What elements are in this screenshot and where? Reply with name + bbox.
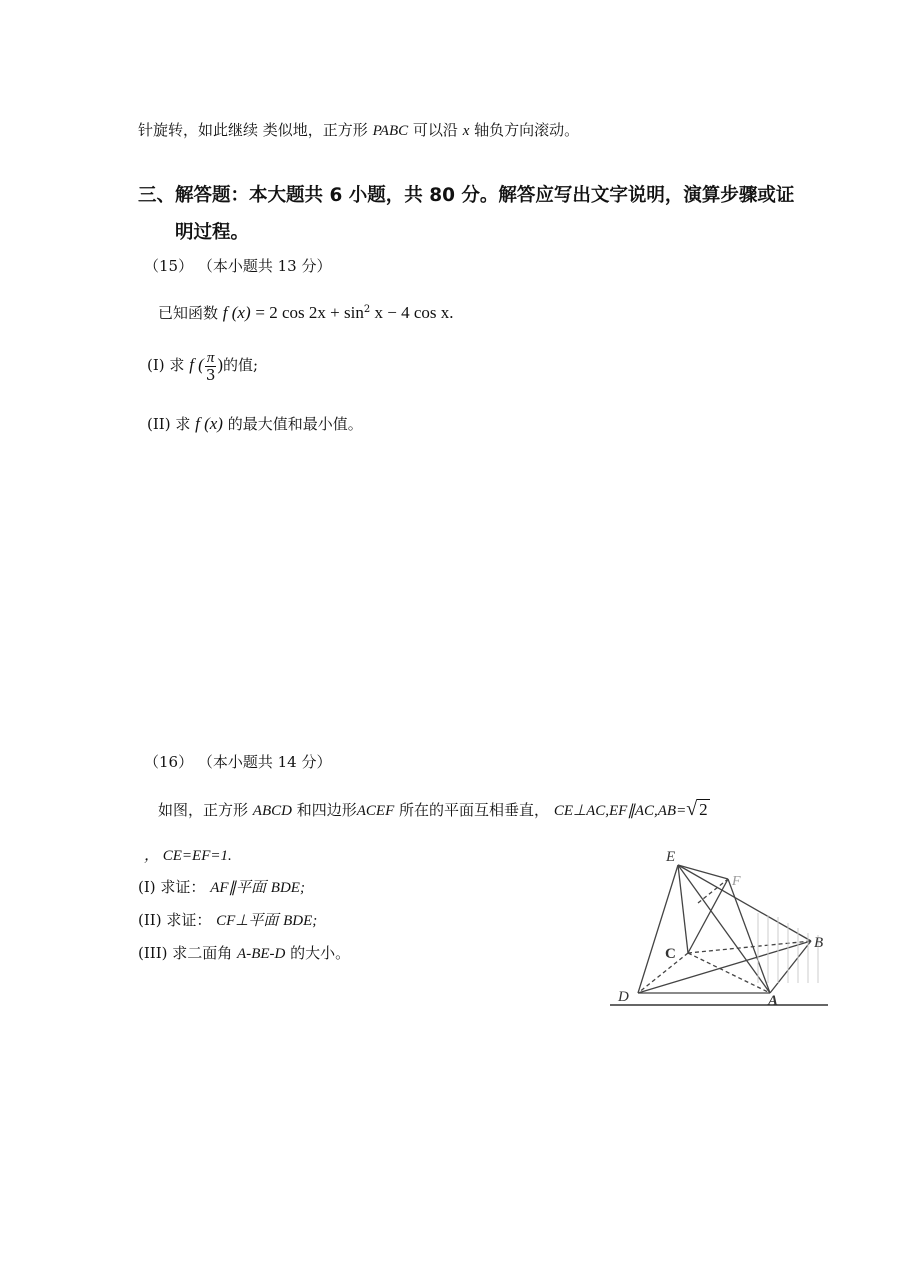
q16-intro-text: 和四边形	[296, 801, 357, 819]
q15-part1-label: (I) 求	[147, 356, 185, 374]
edge-FC	[688, 879, 728, 953]
q16-var-abcd: ABCD	[252, 803, 292, 819]
q16-part2-label: (II) 求证：	[138, 911, 212, 929]
q15-func-lhs: f (x)	[222, 303, 251, 322]
q15-part1	[147, 347, 258, 383]
q15-part2	[147, 414, 363, 434]
fraction-numerator: π	[206, 349, 215, 366]
q16-condition: CE⊥AC,EF∥AC,AB=	[553, 803, 687, 819]
edge-EA	[678, 865, 770, 993]
q15-part2-f: f (x)	[195, 414, 223, 433]
continuation-line	[138, 120, 579, 141]
label-F: F	[732, 874, 741, 889]
q15-part2-label: (II) 求	[147, 415, 191, 433]
section-heading-line2: 明过程。	[175, 222, 250, 243]
q16-intro	[158, 796, 710, 824]
continuation-text: 针旋转，如此继续 类似地，正方形	[138, 121, 368, 139]
q16-part1-label: (I) 求证：	[138, 878, 206, 896]
q15-part1-close: )	[217, 355, 224, 374]
q15-part1-tail: 的值;	[223, 356, 259, 374]
q16-intro-text: 所在的平面互相垂直，	[399, 801, 550, 819]
edge-EF	[678, 865, 728, 879]
geometry-figure	[608, 843, 830, 1011]
q15-part1-f: f (	[189, 355, 204, 374]
q15-func-rhs: = 2 cos 2x + sin	[255, 303, 364, 322]
sqrt-symbol: √ 2	[686, 798, 708, 820]
var-x: x	[462, 123, 470, 139]
edge-AB	[770, 941, 811, 993]
edge-EC	[678, 865, 688, 953]
q16-part2-plane: BDE;	[283, 913, 318, 929]
continuation-text: 可以沿	[412, 121, 458, 139]
label-A: A	[768, 993, 779, 1009]
q15-function	[158, 300, 453, 323]
fraction-denominator: 3	[205, 365, 216, 384]
q15-part2-tail: 的最大值和最小值。	[227, 415, 363, 433]
q16-condition2: ， CE=EF=1.	[144, 848, 232, 864]
q15-func-sup: 2	[363, 304, 371, 315]
sqrt-radicand: 2	[699, 800, 708, 819]
q16-part1	[138, 877, 305, 898]
q16-part3-label: (III) 求二面角	[138, 944, 233, 962]
edge-CD	[638, 953, 688, 993]
q16-intro-text: 如图，正方形	[158, 801, 249, 819]
q15-func-tail: x − 4 cos x.	[370, 303, 454, 322]
label-D: D	[618, 989, 629, 1005]
q16-part1-plane: BDE;	[270, 880, 305, 896]
q16-part3-tail: 的大小。	[290, 944, 351, 962]
q16-part1-expr: AF∥平面	[210, 880, 267, 896]
q16-part2	[138, 910, 317, 931]
q15-fraction	[205, 350, 217, 383]
q16-var-acef: ACEF	[356, 803, 395, 819]
q15-header: （15） （本小题共 13 分）	[144, 257, 332, 275]
q16-part3	[138, 943, 350, 964]
section-heading-line1: 三、解答题：本大题共 6 小题，共 80 分。解答应写出文字说明，演算步骤或证	[138, 185, 795, 206]
edge-EB	[678, 865, 811, 941]
q16-part3-angle: A-BE-D	[237, 946, 286, 962]
label-B: B	[814, 935, 824, 951]
label-E: E	[666, 849, 676, 865]
edge-ED	[638, 865, 678, 993]
var-pabc: PABC	[372, 123, 409, 139]
q15-intro: 已知函数	[158, 304, 219, 322]
label-C: C	[665, 946, 676, 962]
q16-part2-expr: CF⊥平面	[216, 913, 279, 929]
q16-header: （16） （本小题共 14 分）	[144, 753, 332, 771]
continuation-text: 轴负方向滚动。	[474, 121, 580, 139]
